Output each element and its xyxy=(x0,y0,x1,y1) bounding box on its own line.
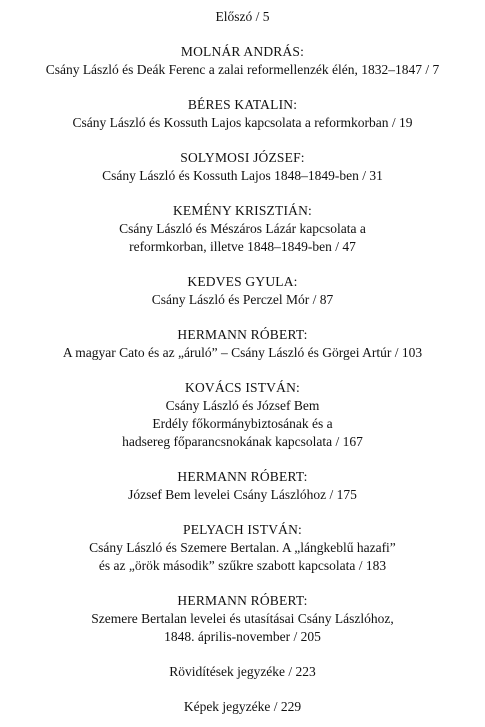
entry-title: hadsereg főparancsnokának kapcsolata / 167 xyxy=(122,434,363,449)
entry-author: PELYACH ISTVÁN: xyxy=(182,522,303,537)
entry-author: BÉRES KATALIN: xyxy=(187,97,298,112)
toc-entry xyxy=(0,326,485,362)
entry-title: Szemere Bertalan levelei és utasításai Csány Lászlóhoz, xyxy=(91,611,394,626)
entry-title: Csány László és Szemere Bertalan. A „lángkeblű hazafi” xyxy=(89,540,396,555)
entry-title: Csány László és Kossuth Lajos 1848–1849-ben / 31 xyxy=(102,168,383,183)
entry-title: Erdély főkormánybiztosának és a xyxy=(152,416,333,431)
toc-entry xyxy=(0,273,485,309)
entry-title: Csány László és Perczel Mór / 87 xyxy=(151,292,334,307)
spacer xyxy=(0,646,485,663)
entry-title: 1848. április-november / 205 xyxy=(164,629,321,644)
entry-title: és az „örök második” szűkre szabott kapcsolata / 183 xyxy=(98,558,387,573)
entry-author: HERMANN RÓBERT: xyxy=(177,593,308,608)
abbreviations-entry: Rövidítések jegyzéke / 223 xyxy=(169,664,316,679)
toc-entry xyxy=(0,468,485,504)
toc-entry xyxy=(0,379,485,451)
entry-title: A magyar Cato és az „áruló” – Csány László és Görgei Artúr / 103 xyxy=(62,345,423,360)
toc-entry xyxy=(0,202,485,256)
images-entry: Képek jegyzéke / 229 xyxy=(183,699,302,714)
toc-entry xyxy=(0,43,485,79)
entry-author: KEDVES GYULA: xyxy=(187,274,298,289)
spacer xyxy=(0,451,485,468)
entry-author: KOVÁCS ISTVÁN: xyxy=(185,380,300,395)
entry-title: Csány László és Mészáros Lázár kapcsolata a xyxy=(119,221,366,236)
toc-entry xyxy=(0,96,485,132)
entry-title: reformkorban, illetve 1848–1849-ben / 47 xyxy=(129,239,356,254)
spacer xyxy=(0,79,485,96)
spacer xyxy=(0,26,485,43)
entry-title: Csány László és József Bem xyxy=(165,398,320,413)
toc-entry xyxy=(0,149,485,185)
entry-author: MOLNÁR ANDRÁS: xyxy=(180,44,305,59)
entry-author: HERMANN RÓBERT: xyxy=(177,327,308,342)
toc-entry xyxy=(0,592,485,646)
spacer xyxy=(0,504,485,521)
spacer xyxy=(0,362,485,379)
spacer xyxy=(0,681,485,698)
entry-author: HERMANN RÓBERT: xyxy=(177,469,308,484)
toc-entry xyxy=(0,521,485,575)
spacer xyxy=(0,309,485,326)
entry-title: József Bem levelei Csány Lászlóhoz / 175 xyxy=(128,487,357,502)
spacer xyxy=(0,185,485,202)
entry-author: SOLYMOSI JÓZSEF: xyxy=(180,150,305,165)
entry-title: Csány László és Kossuth Lajos kapcsolata a reformkorban / 19 xyxy=(72,115,413,130)
spacer xyxy=(0,256,485,273)
entry-title: Csány László és Deák Ferenc a zalai reformellenzék élén, 1832–1847 / 7 xyxy=(45,62,440,77)
entry-author: KEMÉNY KRISZTIÁN: xyxy=(172,203,312,218)
spacer xyxy=(0,575,485,592)
table-of-contents xyxy=(0,8,485,716)
spacer xyxy=(0,132,485,149)
foreword-entry: Előszó / 5 xyxy=(215,9,270,24)
